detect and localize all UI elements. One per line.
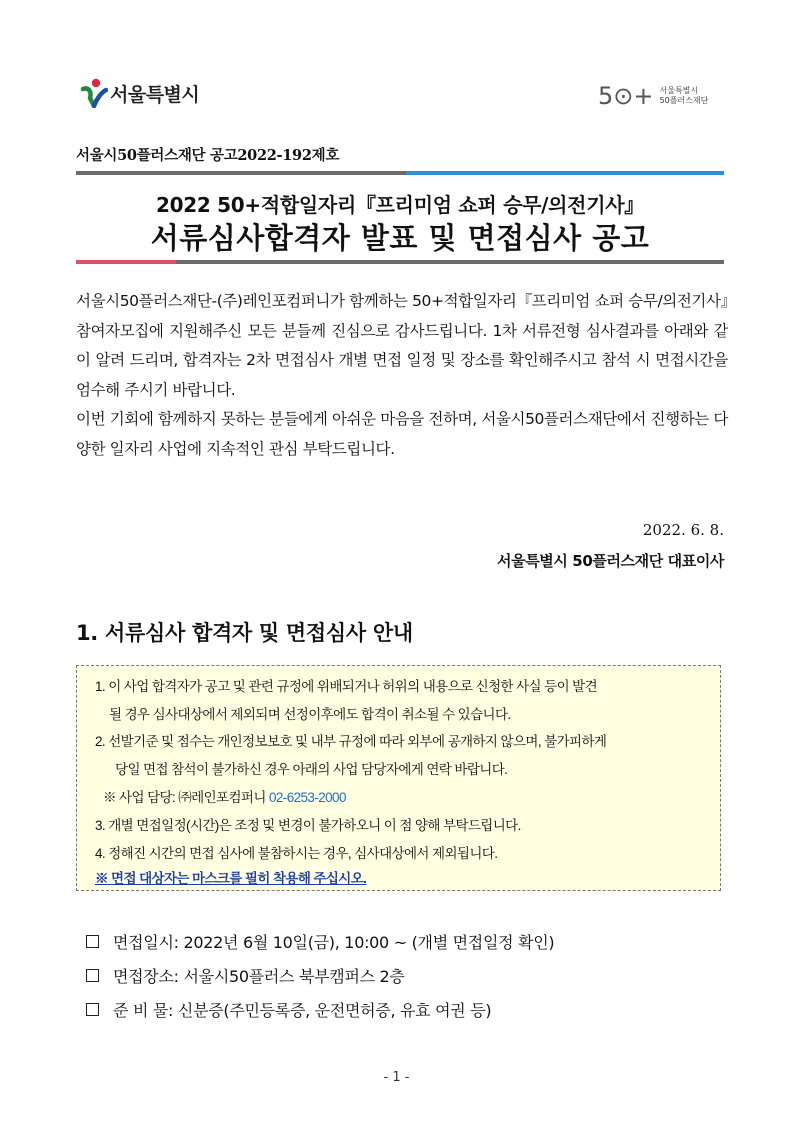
note-2-line-a: 2. 선발기준 및 점수는 개인정보보호 및 내부 규정에 따라 외부에 공개하지 않으며, 불가피하게 (95, 734, 607, 749)
note-2-line-b: 당일 면접 참석이 불가하신 경우 아래의 사업 담당자에게 연락 바랍니다. (115, 762, 508, 777)
seoul-city-logo (80, 78, 199, 108)
interview-location-text: 면접장소: 서울시50플러스 북부캠퍼스 2층 (113, 967, 405, 986)
section-1-heading: 1. 서류심사 합격자 및 면접심사 안내 (76, 621, 413, 645)
foundation-logo-text (660, 86, 709, 106)
interview-datetime-text: 면접일시: 2022년 6월 10일(금), 10:00 ~ (개별 면접일정 확인) (113, 933, 555, 952)
foundation-logo-mark: 5⊙+ (598, 82, 654, 110)
checkbox-icon (86, 1003, 99, 1016)
seoul-logo-text: 서울특별시 (110, 83, 200, 106)
list-item-interview-location (86, 964, 405, 987)
note-4: 4. 정해진 시간의 면접 심사에 불참하시는 경우, 심사대상에서 제외됩니다. (95, 846, 498, 861)
checkbox-icon (86, 969, 99, 982)
list-item-required-items (86, 998, 491, 1021)
required-items-text: 준 비 물: 신분증(주민등록증, 운전면허증, 유효 여권 등) (113, 1001, 492, 1020)
foundation-logo-line1: 서울특별시 (659, 86, 699, 95)
page-number: - 1 - (383, 1070, 410, 1085)
announcement-date: 2022. 6. 8. (642, 521, 724, 539)
contact-phone: 02-6253-2000 (268, 790, 346, 805)
mask-notice: ※ 면접 대상자는 마스크를 필히 착용해 주십시오. (95, 871, 367, 886)
notice-box (76, 665, 721, 891)
seoul-symbol-icon (80, 78, 108, 108)
intro-paragraph-1: 서울시50플러스재단-(주)레인포컴퍼니가 함께하는 50+적합일자리『프리미엄 쇼퍼 승무/의전기사』참여자모집에 지원해주신 모든 분들께 진심으로 감사드립니다. 1차 서류전형 심사결과를 아래와 같이 알려 드리며, 합격자는 2차 면접심사 개별 면접 일정 및 장소를 확인해주시고 참석 시 면접시간을 엄수해 주시기 바랍니다. (76, 292, 728, 399)
notice-number: 서울시50플러스재단 공고2022-192제호 (76, 147, 340, 164)
contact-line (103, 786, 346, 806)
note-1-line-b: 될 경우 심사대상에서 제외되며 선정이후에도 합격이 취소될 수 있습니다. (109, 707, 511, 722)
page-title-line2: 서류심사합격자 발표 및 면접심사 공고 (150, 221, 650, 255)
title-bar-bottom-gray (176, 260, 724, 264)
note-3: 3. 개별 면접일정(시간)은 조정 및 변경이 불가하오니 이 점 양해 부탁드립니다. (95, 818, 521, 833)
issuer-name: 서울특별시 50플러스재단 대표이사 (497, 552, 724, 570)
contact-label: ※ 사업 담당: ㈜레인포컴퍼니 (103, 790, 266, 805)
foundation-logo-line2: 50플러스재단 (659, 96, 709, 105)
intro-paragraph-2: 이번 기회에 함께하지 못하는 분들에게 아쉬운 마음을 전하며, 서울시50플러스재단에서 진행하는 다양한 일자리 사업에 지속적인 관심 부탁드립니다. (76, 410, 728, 458)
note-1-line-a: 1. 이 사업 합격자가 공고 및 관련 규정에 위배되거나 허위의 내용으로 신청한 사실 등이 발견 (95, 679, 598, 694)
foundation-logo (598, 82, 708, 110)
title-bar-top-blue (406, 171, 724, 175)
checkbox-icon (86, 935, 99, 948)
list-item-interview-datetime (86, 930, 554, 953)
title-bar-top-gray (76, 171, 406, 175)
page-title-line1: 2022 50+적합일자리『프리미엄 쇼퍼 승무/의전기사』 (156, 193, 644, 217)
title-bar-bottom-red (76, 260, 176, 264)
intro-text (76, 287, 728, 464)
